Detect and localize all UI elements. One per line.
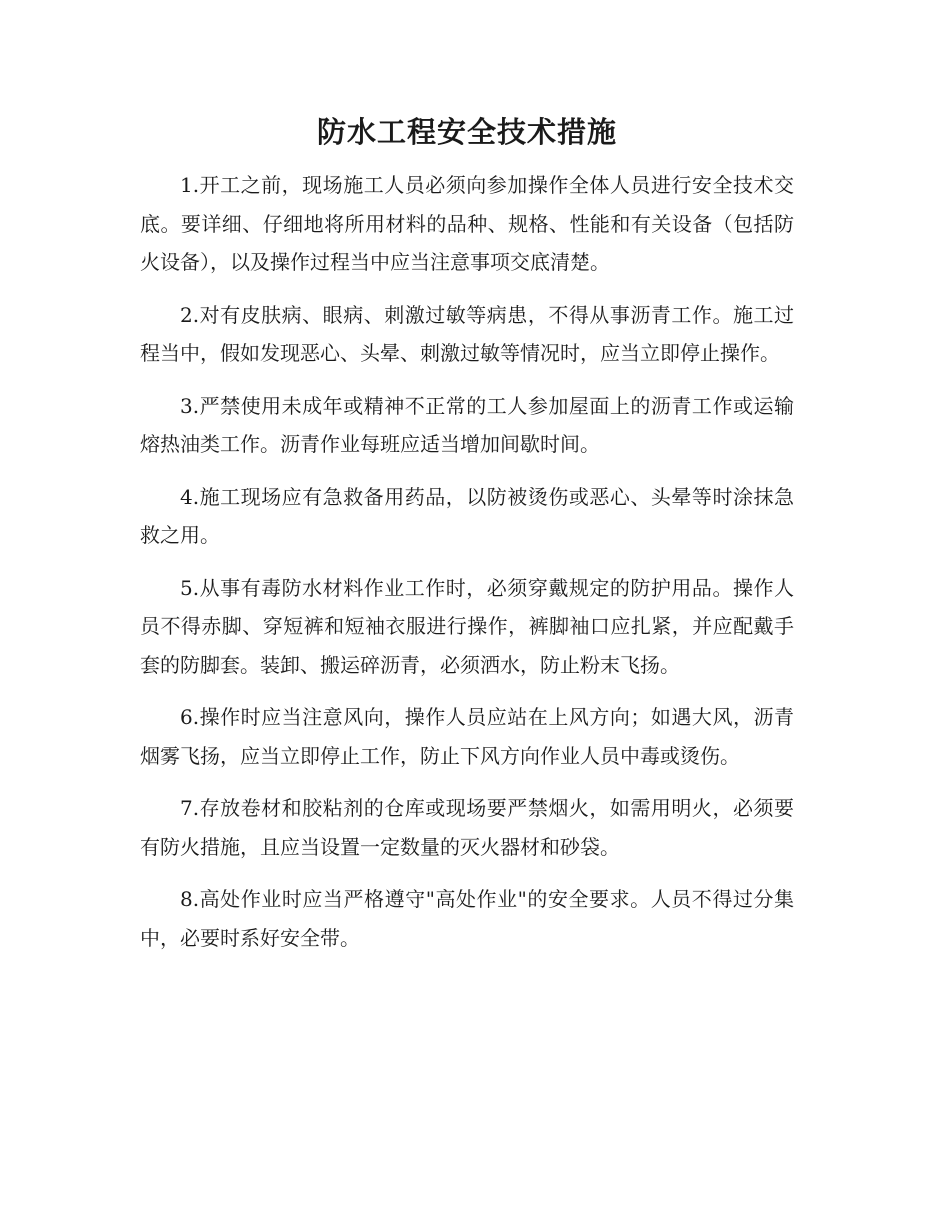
paragraph-4: 4.施工现场应有急救备用药品，以防被烫伤或恶心、头晕等时涂抹急救之用。 — [140, 484, 794, 547]
paragraph-8: 8.高处作业时应当严格遵守"高处作业"的安全要求。人员不得过分集中，必要时系好安全带。 — [140, 887, 794, 950]
paragraph-1: 1.开工之前，现场施工人员必须向参加操作全体人员进行安全技术交底。要详细、仔细地将所用材料的品种、规格、性能和有关设备（包括防火设备），以及操作过程当中应当注意事项交底清楚。 — [140, 173, 794, 274]
document-page — [140, 108, 794, 971]
document-title: 防水工程安全技术措施 — [316, 115, 617, 149]
paragraph-7: 7.存放卷材和胶粘剂的仓库或现场要严禁烟火，如需用明火，必须要有防火措施，且应当设置一定数量的灭火器材和砂袋。 — [140, 796, 794, 859]
paragraph-6: 6.操作时应当注意风向，操作人员应站在上风方向；如遇大风，沥青烟雾飞扬，应当立即停止工作，防止下风方向作业人员中毒或烫伤。 — [140, 705, 794, 768]
paragraph-3: 3.严禁使用未成年或精神不正常的工人参加屋面上的沥青工作或运输熔热油类工作。沥青作业每班应适当增加间歇时间。 — [140, 393, 794, 456]
paragraph-5: 5.从事有毒防水材料作业工作时，必须穿戴规定的防护用品。操作人员不得赤脚、穿短裤和短袖衣服进行操作，裤脚袖口应扎紧，并应配戴手套的防脚套。装卸、搬运碎沥青，必须洒水，防止粉末飞扬。 — [140, 575, 794, 677]
paragraph-2: 2.对有皮肤病、眼病、刺激过敏等病患，不得从事沥青工作。施工过程当中，假如发现恶心、头晕、刺激过敏等情况时，应当立即停止操作。 — [140, 302, 794, 365]
